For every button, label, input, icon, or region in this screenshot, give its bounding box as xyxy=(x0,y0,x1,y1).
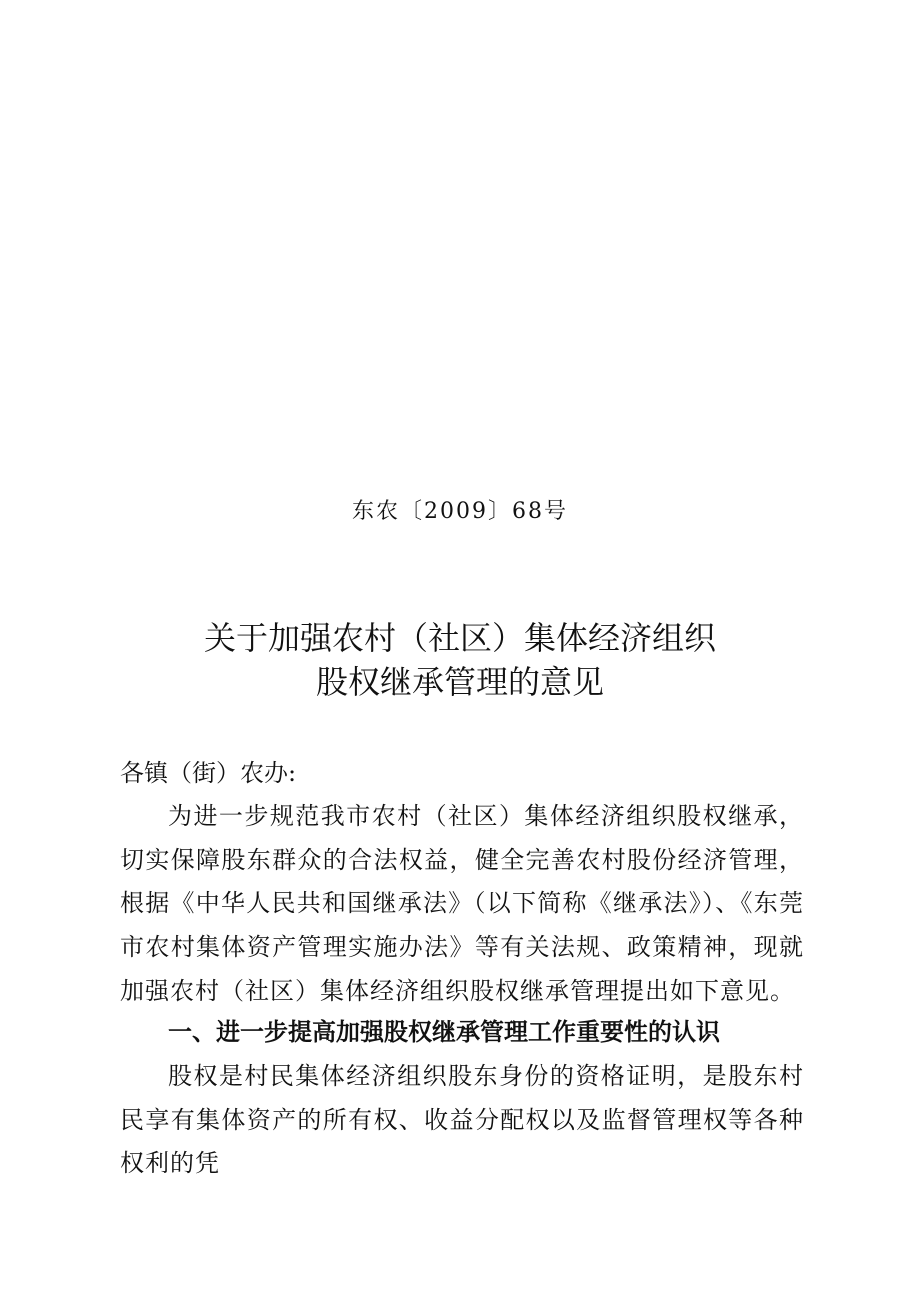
section-heading-1: 一、进一步提高加强股权继承管理工作重要性的认识 xyxy=(168,1018,720,1046)
document-title xyxy=(0,616,920,704)
title-line-1: 关于加强农村（社区）集体经济组织 xyxy=(203,619,716,657)
title-line-2: 股权继承管理的意见 xyxy=(315,663,604,701)
addressee: 各镇（街）农办: xyxy=(120,759,297,787)
paragraph-intro: 为进一步规范我市农村（社区）集体经济组织股权继承，切实保障股东群众的合法权益，健全完善农村股份经济管理，根据《中华人民共和国继承法》（以下简称《继承法》）、《东莞市农村集体资产管理实施办法》等有关法规、政策精神，现就加强农村（社区）集体经济组织股权继承管理提出如下意见。 xyxy=(120,802,804,1005)
paragraph-section-1: 股权是村民集体经济组织股东身份的资格证明，是股东村民享有集体资产的所有权、收益分配权以及监督管理权等各种权利的凭 xyxy=(120,1062,804,1178)
document-number: 东农〔2009〕68号 xyxy=(352,499,568,524)
